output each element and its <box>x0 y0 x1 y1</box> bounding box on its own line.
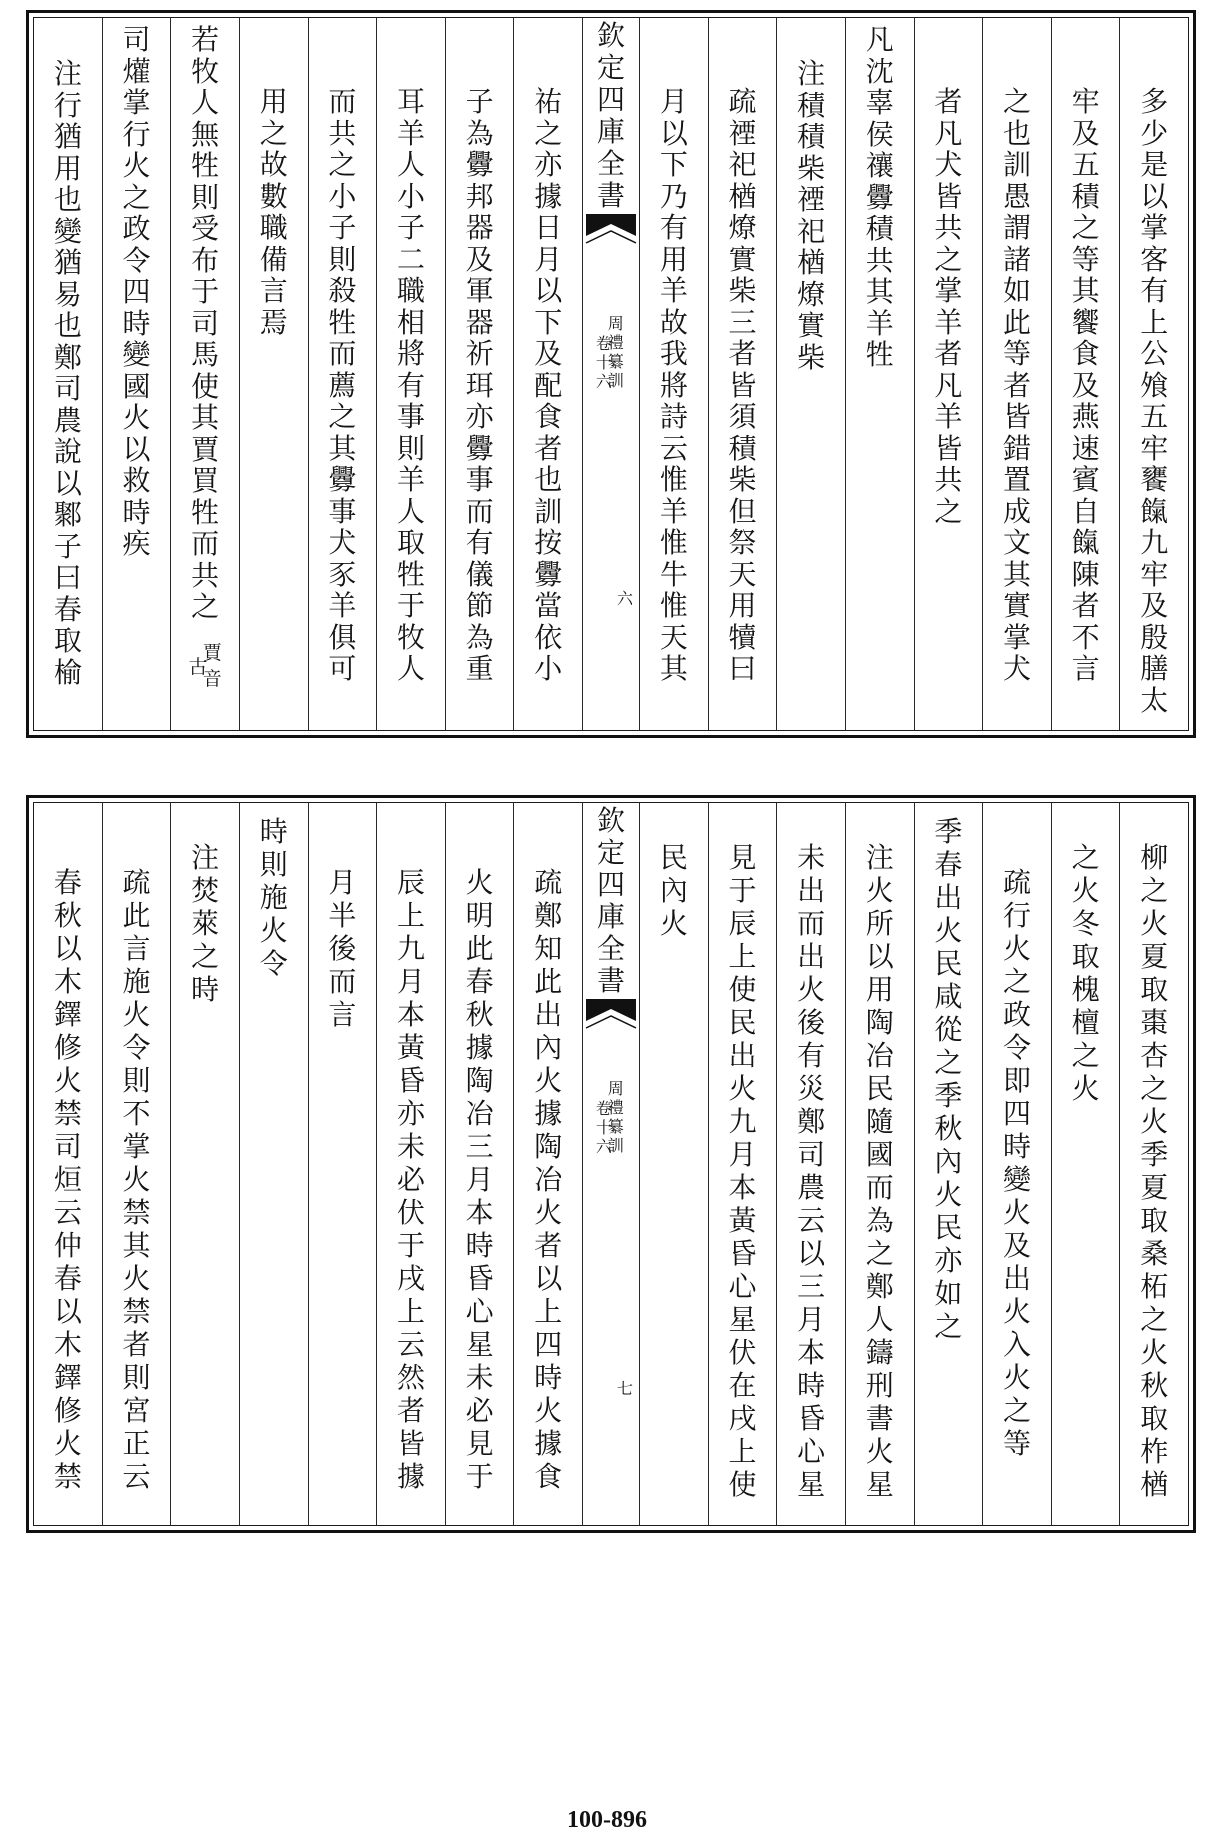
text-column <box>308 18 377 730</box>
column-text: 者凡犬皆共之掌羊者凡羊皆共之 <box>934 85 963 528</box>
text-column <box>1119 18 1188 730</box>
juan-number: 卷十六 <box>595 334 612 391</box>
text-column <box>776 803 845 1525</box>
book-label <box>583 1079 639 1156</box>
text-column <box>982 18 1051 730</box>
banxin-center-column <box>582 803 639 1525</box>
column-text: 疏禋祀楢燎實柴三者皆須積柴但祭天用犢曰 <box>728 85 757 685</box>
column-text: 月半後而言 <box>328 866 357 1031</box>
column-text: 注火所以用陶冶民隨國而為之鄭人鑄刑書火星 <box>865 841 894 1501</box>
book-name: 周禮纂訓 <box>607 1079 624 1155</box>
juan-number: 卷十六 <box>595 1099 612 1156</box>
text-column <box>1051 18 1120 730</box>
note-left-line: 古 <box>188 656 208 678</box>
column-text: 見于辰上使民出火九月本黃昏心星伏在戌上使 <box>728 841 757 1501</box>
column-text: 祐之亦據日月以下及配食者也訓按釁當依小 <box>534 85 563 685</box>
collection-title: 欽定四庫全書 <box>597 19 626 212</box>
fishtail-mark <box>583 214 639 246</box>
text-column <box>639 803 708 1525</box>
note-right-line: 賈音 <box>202 642 222 690</box>
book-name: 周禮纂訓 <box>607 314 624 390</box>
text-column <box>239 803 308 1525</box>
text-column <box>914 18 983 730</box>
column-text: 多少是以掌客有上公飧五牢饔餼九牢及殷膳太 <box>1140 85 1169 717</box>
text-column <box>639 18 708 730</box>
column-text: 子為釁邦器及軍器祈珥亦釁事而有儀節為重 <box>465 85 494 685</box>
page-frame-lower <box>26 795 1196 1533</box>
column-text: 春秋以木鐸修火禁司烜云仲春以木鐸修火禁 <box>53 866 82 1493</box>
column-text: 牢及五積之等其饗食及燕速賓自餼陳者不言 <box>1071 85 1100 685</box>
fishtail-mark <box>583 999 639 1031</box>
column-text: 月以下乃有用羊故我將詩云惟羊惟牛惟天其 <box>659 85 688 685</box>
banxin-center-column <box>582 18 639 730</box>
text-column <box>308 803 377 1525</box>
column-text: 注積積柴禋祀楢燎實柴 <box>797 57 826 374</box>
column-text: 民內火 <box>659 841 688 940</box>
text-column <box>34 18 102 730</box>
column-text: 疏行火之政令即四時變火及出火入火之等 <box>1002 866 1031 1460</box>
column-text: 而共之小子則殺牲而薦之其釁事犬豕羊俱可 <box>328 85 357 685</box>
text-column <box>445 803 514 1525</box>
column-grid <box>33 802 1189 1526</box>
page-frame-upper <box>26 10 1196 738</box>
folio-number: 七 <box>616 1379 633 1398</box>
column-text: 若牧人無牲則受布于司馬使其賈買牲而共之 <box>191 23 220 623</box>
column-text: 未出而出火後有災鄭司農云以三月本時昏心星 <box>797 841 826 1501</box>
text-column <box>102 18 171 730</box>
text-column <box>376 803 445 1525</box>
column-text: 之火冬取槐檀之火 <box>1071 841 1100 1105</box>
column-text: 疏此言施火令則不掌火禁其火禁者則宮正云 <box>122 866 151 1493</box>
column-text: 用之故數職備言焉 <box>259 85 288 339</box>
interlinear-note <box>171 640 239 692</box>
column-text: 時則施火令 <box>259 815 288 980</box>
column-text: 耳羊人小子二職相將有事則羊人取牲于牧人 <box>396 85 425 685</box>
text-column <box>708 803 777 1525</box>
text-column <box>1051 803 1120 1525</box>
text-column <box>1119 803 1188 1525</box>
text-column <box>845 18 914 730</box>
column-text: 注焚萊之時 <box>191 841 220 1006</box>
text-column <box>845 803 914 1525</box>
column-text: 火明此春秋據陶冶三月本時昏心星未必見于 <box>465 866 494 1493</box>
column-grid <box>33 17 1189 731</box>
column-text: 辰上九月本黃昏亦未必伏于戌上云然者皆據 <box>396 866 425 1493</box>
column-text: 注行猶用也變猶易也鄭司農說以鄹子曰春取榆 <box>53 57 82 689</box>
column-text: 凡沈辜侯禳釁積共其羊牲 <box>865 23 894 371</box>
text-column <box>102 803 171 1525</box>
collection-title: 欽定四庫全書 <box>597 804 626 997</box>
book-label <box>583 314 639 391</box>
text-column <box>239 18 308 730</box>
folio-number: 六 <box>616 589 633 608</box>
text-column <box>776 18 845 730</box>
text-column <box>914 803 983 1525</box>
column-text: 之也訓愚謂諸如此等者皆錯置成文其實掌犬 <box>1002 85 1031 685</box>
text-column <box>708 18 777 730</box>
text-column <box>376 18 445 730</box>
text-column <box>34 803 102 1525</box>
page-number: 100-896 <box>567 1807 647 1833</box>
column-text: 季春出火民咸從之季秋內火民亦如之 <box>934 815 963 1343</box>
column-text: 柳之火夏取棗杏之火季夏取桑柘之火秋取柞楢 <box>1140 841 1169 1501</box>
column-text: 疏鄭知此出內火據陶冶火者以上四時火據食 <box>534 866 563 1493</box>
text-column <box>170 18 239 730</box>
column-text: 司爟掌行火之政令四時變國火以救時疾 <box>122 23 151 560</box>
text-column <box>982 803 1051 1525</box>
text-column <box>170 803 239 1525</box>
text-column <box>445 18 514 730</box>
text-column <box>513 18 582 730</box>
text-column <box>513 803 582 1525</box>
